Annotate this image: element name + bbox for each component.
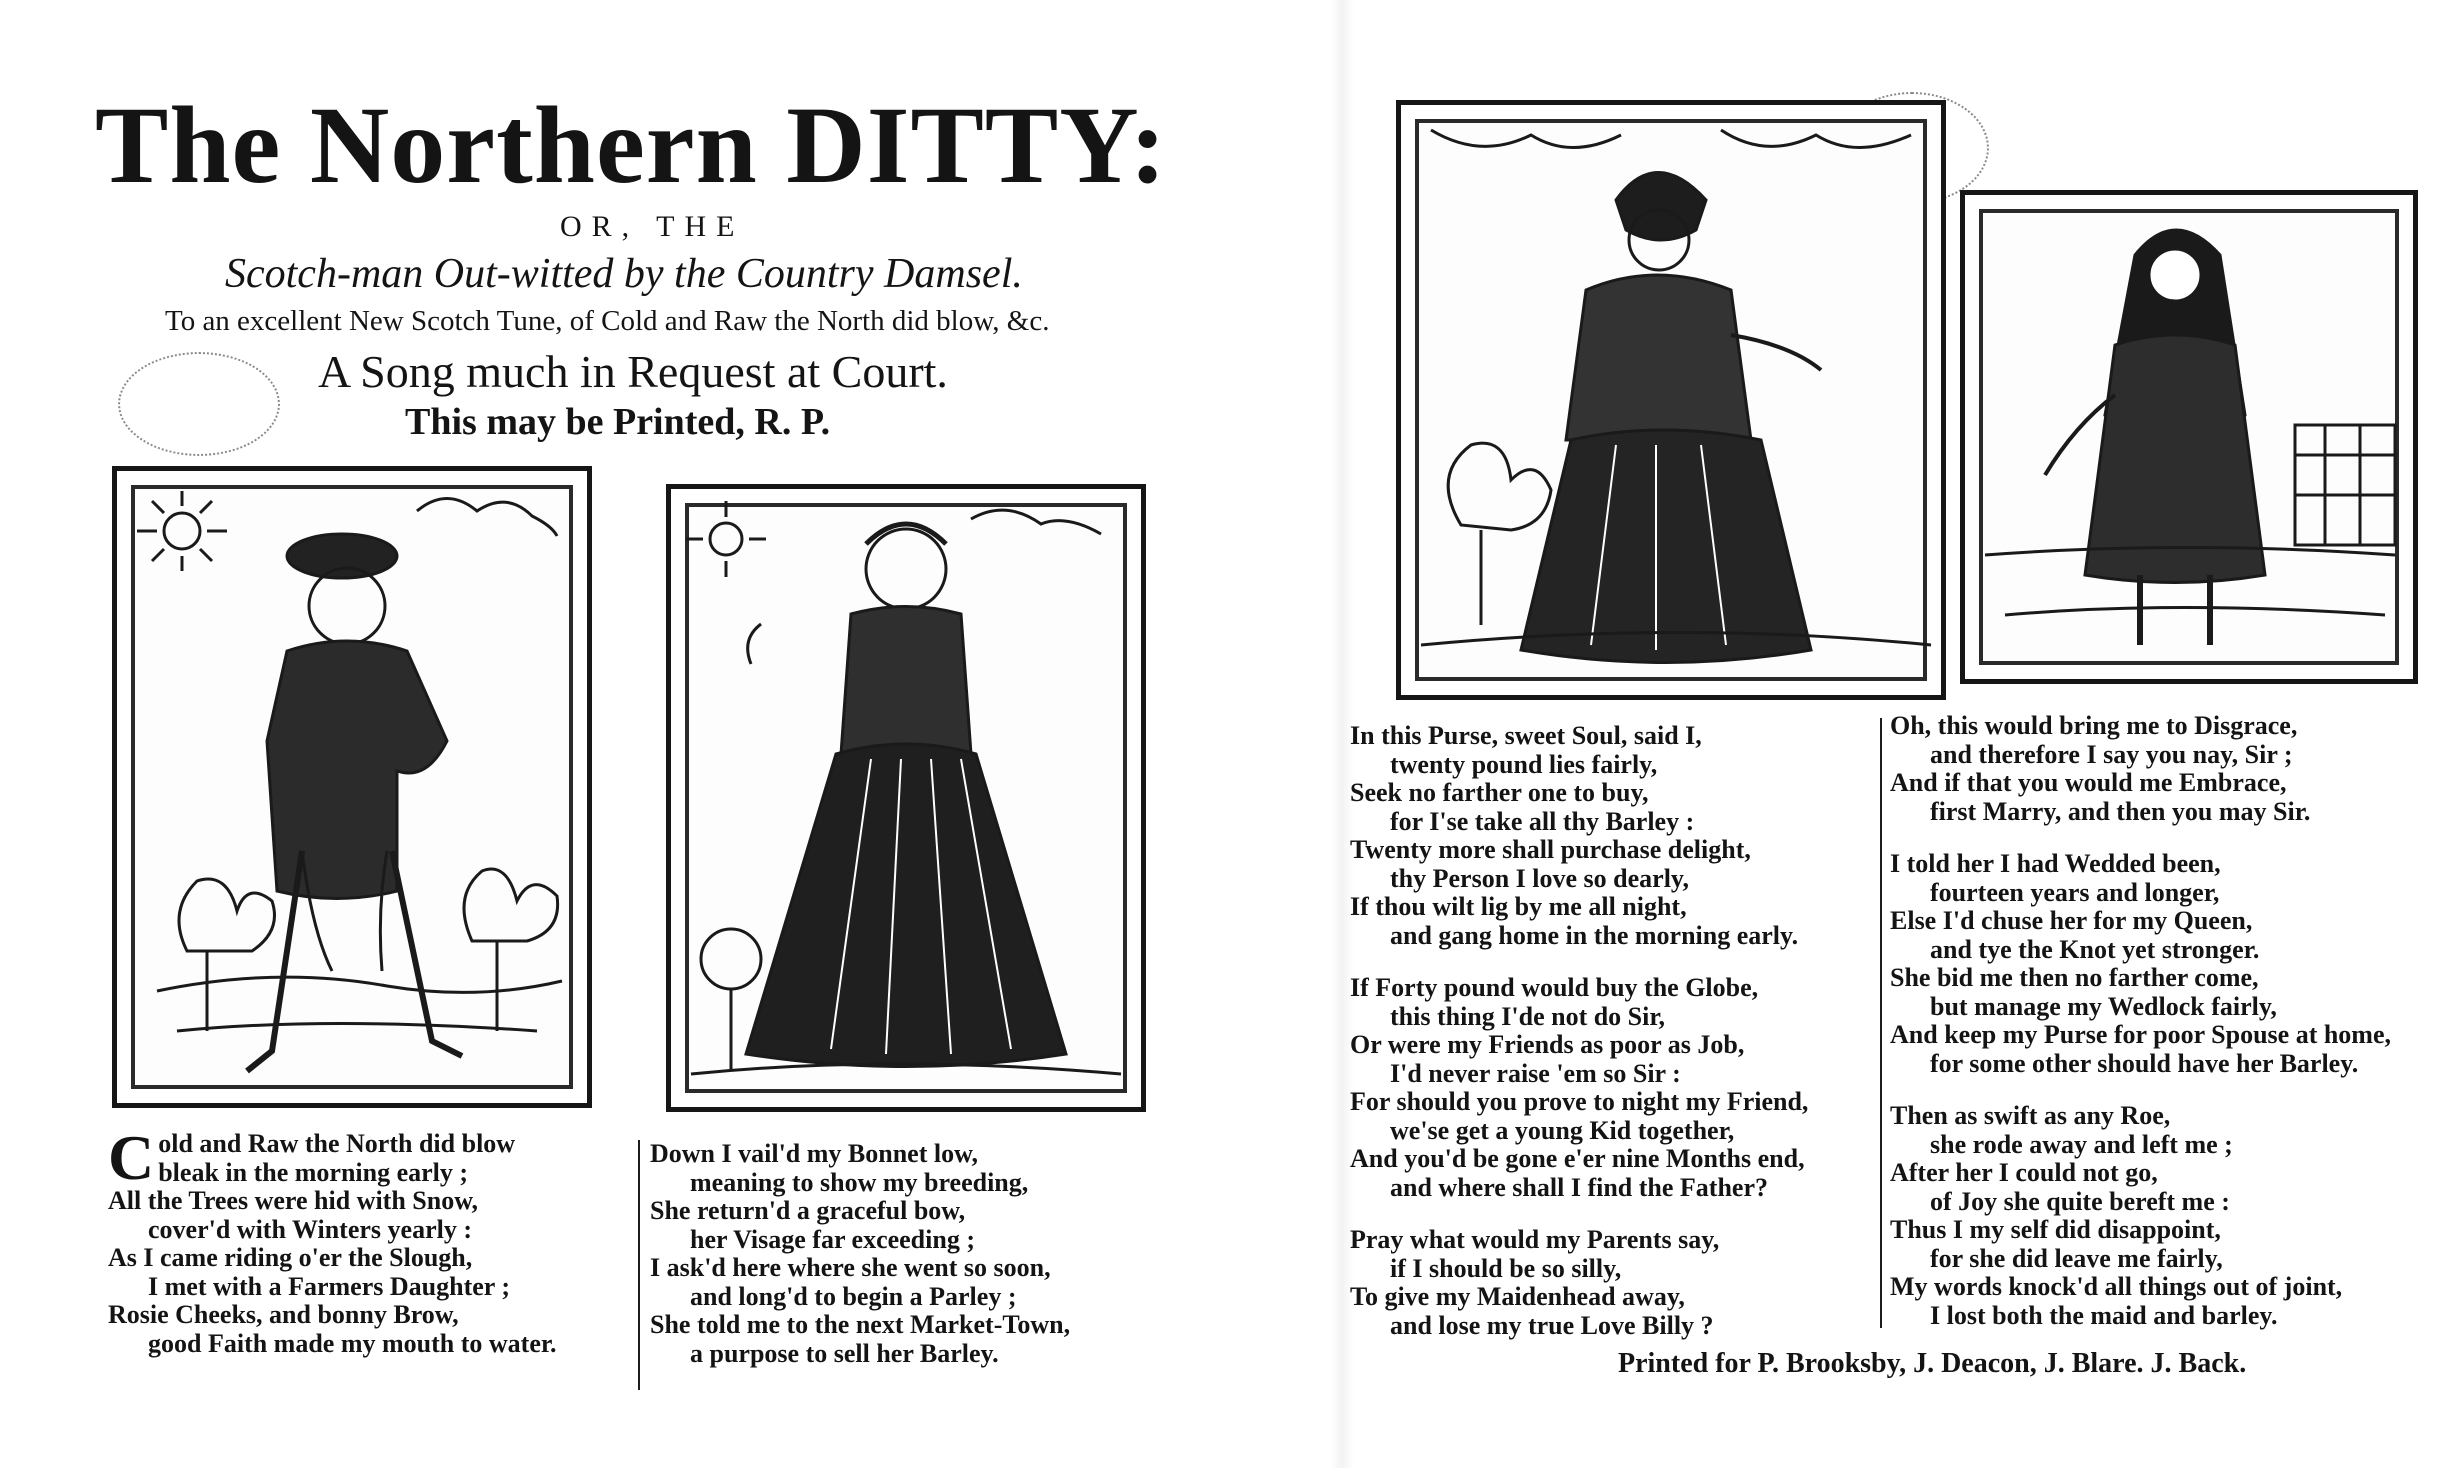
verse-line: I met with a Farmers Daughter ; [148,1271,510,1301]
verse-line: Oh, this would bring me to Disgrace, [1890,711,2298,740]
verse-line: After her I could not go, [1890,1158,2158,1187]
verse-line: good Faith made my mouth to water. [148,1328,557,1358]
verse-line: Or were my Friends as poor as Job, [1350,1030,1745,1059]
verse-line: this thing I'de not do Sir, [1390,1001,1666,1031]
verse-line: and gang home in the morning early. [1390,920,1799,950]
verse-line: if I should be so silly, [1390,1253,1622,1283]
verse-line: And keep my Purse for poor Spouse at home, [1890,1020,2392,1049]
verse-line: Then as swift as any Roe, [1890,1101,2171,1130]
tune-line: To an excellent New Scotch Tune, of Cold and Raw the North did blow, &c. [165,305,1050,337]
verse-line: Down I vail'd my Bonnet low, [650,1139,978,1168]
verse-line: She return'd a graceful bow, [650,1196,966,1225]
verse-line: and long'd to begin a Parley ; [690,1281,1017,1311]
ballad-subtitle: Scotch-man Out-witted by the Country Damsel. [225,251,1023,297]
verse-line: fourteen years and longer, [1930,877,2220,907]
verse-line: for some other should have her Barley. [1930,1048,2359,1078]
woodcut-woman-right [1396,100,1946,700]
verse-line: She told me to the next Market-Town, [650,1310,1071,1339]
verse-column-2 [650,1140,1070,1368]
verse-line: twenty pound lies fairly, [1390,749,1658,779]
verse-line: If Forty pound would buy the Globe, [1350,973,1759,1002]
woodcut-man-illustration [117,471,587,1103]
verse-line: I'd never raise 'em so Sir : [1390,1058,1681,1088]
woodcut-woman-illustration [671,489,1141,1107]
woodcut-woman-illustration-right [1401,105,1941,695]
verse-line: I told her I had Wedded been, [1890,849,2221,878]
woodcut-man-right [1960,190,2418,684]
verse-column-3 [1350,722,1808,1340]
ballad-title: The Northern DITTY: [95,84,1168,206]
request-line: A Song much in Request at Court. [318,346,948,397]
verse-line: for she did leave me fairly, [1930,1243,2223,1273]
verse-line: In this Purse, sweet Soul, said I, [1350,721,1702,750]
woodcut-woman-left [666,484,1146,1112]
verse-line: and therefore I say you nay, Sir ; [1930,739,2293,769]
verse-line: bleak in the morning early ; [158,1157,469,1187]
verse-line: and lose my true Love Billy ? [1390,1310,1714,1340]
printer-imprint: Printed for P. Brooksby, J. Deacon, J. Blare. J. Back. [1618,1348,2247,1379]
verse-line: meaning to show my breeding, [690,1167,1029,1197]
sun-icon [710,523,742,555]
verse-line: first Marry, and then you may Sir. [1930,796,2311,826]
verse-line: of Joy she quite bereft me : [1930,1186,2230,1216]
verse-line: Seek no farther one to buy, [1350,778,1649,807]
licence-line: This may be Printed, R. P. [405,401,831,443]
verse-line: but manage my Wedlock fairly, [1930,991,2277,1021]
column-rule [638,1140,640,1390]
title-connector: OR, THE [560,210,745,243]
verse-line: Pray what would my Parents say, [1350,1225,1720,1254]
verse-line: And you'd be gone e'er nine Months end, [1350,1144,1805,1173]
woodcut-man-illustration-right [1965,195,2413,679]
verse-line: cover'd with Winters yearly : [148,1214,472,1244]
verse-line: My words knock'd all things out of joint, [1890,1272,2343,1301]
verse-line: her Visage far exceeding ; [690,1224,975,1254]
sun-icon [164,513,200,549]
verse-column-1 [108,1122,557,1358]
verse-line: All the Trees were hid with Snow, [108,1186,479,1215]
verse-line: As I came riding o'er the Slough, [108,1243,473,1272]
drop-cap: C [108,1122,155,1193]
verse-line: To give my Maidenhead away, [1350,1282,1685,1311]
verse-line: I lost both the maid and barley. [1930,1300,2278,1330]
verse-line: She bid me then no farther come, [1890,963,2259,992]
verse-line: Else I'd chuse her for my Queen, [1890,906,2253,935]
verse-line: and where shall I find the Father? [1390,1172,1768,1202]
verse-line: a purpose to sell her Barley. [690,1338,999,1368]
verse-line: thy Person I love so dearly, [1390,863,1689,893]
verse-line: And if that you would me Embrace, [1890,768,2287,797]
verse-line: Twenty more shall purchase delight, [1350,835,1751,864]
verse-line: Thus I my self did disappoint, [1890,1215,2221,1244]
verse-column-4 [1890,712,2391,1330]
verse-line: For should you prove to night my Friend, [1350,1087,1809,1116]
column-rule [1880,718,1882,1328]
verse-line: old and Raw the North did blow [158,1129,516,1158]
verse-line: Rosie Cheeks, and bonny Brow, [108,1300,459,1329]
verse-line: we'se get a young Kid together, [1390,1115,1735,1145]
verse-line: If thou wilt lig by me all night, [1350,892,1687,921]
woodcut-man-left [112,466,592,1108]
verse-line: for I'se take all thy Barley : [1390,806,1695,836]
verse-line: and tye the Knot yet stronger. [1930,934,2260,964]
verse-line: she rode away and left me ; [1930,1129,2233,1159]
verse-line: I ask'd here where she went so soon, [650,1253,1051,1282]
library-stamp-left [118,352,280,456]
